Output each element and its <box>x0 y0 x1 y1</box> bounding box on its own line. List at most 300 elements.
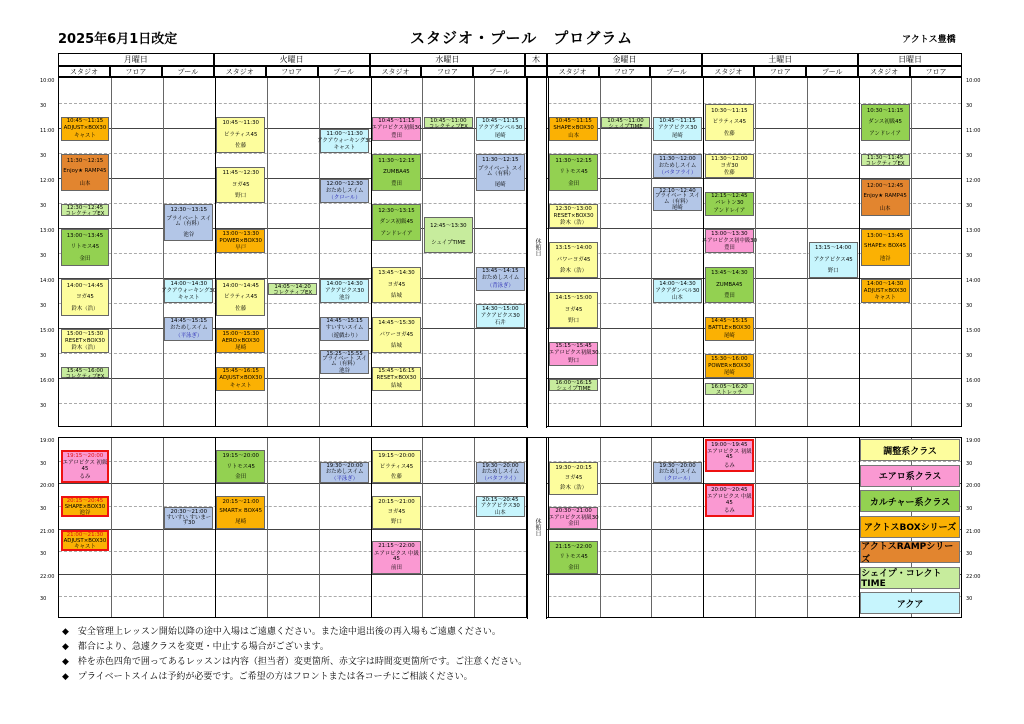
legend-item: アクトスRAMPシリーズ <box>860 541 960 563</box>
time-gridline <box>59 353 961 354</box>
class-instructor: 尾崎 <box>494 132 506 139</box>
class-block[interactable] <box>705 317 754 341</box>
time-label-right: 11:00 <box>966 128 981 134</box>
column-divider <box>267 78 268 426</box>
class-instructor: 鈴木（浩） <box>560 485 588 492</box>
class-block[interactable] <box>216 496 265 529</box>
class-time: 11:30～12:15 <box>378 157 415 164</box>
class-block[interactable] <box>476 462 525 484</box>
class-time: 14:00～14:30 <box>659 280 696 287</box>
class-instructor: 池谷 <box>79 509 91 516</box>
column-divider <box>111 438 112 617</box>
class-block[interactable] <box>549 507 598 529</box>
class-name: ヨガ45 <box>564 306 583 313</box>
class-block[interactable] <box>476 496 525 518</box>
class-name: RESET×BOX30 <box>376 375 417 382</box>
class-time: 15:45～16:15 <box>378 368 415 375</box>
class-block[interactable] <box>216 367 265 391</box>
column-divider <box>163 78 164 426</box>
class-block[interactable] <box>320 179 369 203</box>
class-time: 10:45～11:00 <box>607 117 644 124</box>
class-name: ヨガ30 <box>720 162 739 169</box>
class-instructor: 鈴木（浩） <box>560 220 588 227</box>
class-name: アクアビクス45 <box>813 256 853 263</box>
class-name: POWER×BOX30 <box>708 362 751 369</box>
class-time: 15:45～16:15 <box>222 368 259 375</box>
class-name: ADJUST×BOX30 <box>63 125 107 132</box>
class-block[interactable] <box>549 154 598 191</box>
class-block[interactable] <box>61 229 110 266</box>
time-gridline <box>59 596 961 597</box>
class-name: リトモス45 <box>559 169 588 176</box>
class-instructor: 豊田 <box>723 245 735 252</box>
time-label-right: 12:00 <box>966 178 981 184</box>
time-label-right: 13:00 <box>966 228 981 234</box>
time-label-left: 30 <box>40 403 47 409</box>
time-label-left: 19:00 <box>40 438 55 444</box>
column-header: フロア <box>421 66 473 77</box>
class-block[interactable] <box>861 154 910 166</box>
class-instructor: アンドレイア <box>380 230 413 237</box>
class-name: ADJUST×BOX30 <box>219 375 263 382</box>
class-block[interactable] <box>216 329 265 353</box>
class-block[interactable] <box>653 187 702 211</box>
column-divider <box>600 438 601 617</box>
class-block[interactable] <box>549 342 598 366</box>
class-block[interactable] <box>476 304 525 328</box>
class-name: プライベート スイム（有料） <box>166 215 212 228</box>
daytime-schedule-grid <box>58 77 962 427</box>
class-block[interactable] <box>424 117 473 129</box>
class-name: ピラティス45 <box>224 131 258 138</box>
class-name: ヨガ45 <box>76 294 94 301</box>
class-block[interactable] <box>549 117 598 141</box>
class-block[interactable] <box>549 242 598 279</box>
class-time: 14:05～14:20 <box>274 284 311 291</box>
class-name: リトモス45 <box>226 463 255 470</box>
class-name: ZUMBA45 <box>383 169 410 176</box>
day-header: 火曜日 <box>214 53 370 66</box>
class-block[interactable] <box>61 154 110 191</box>
class-name: おためしスイム <box>658 162 697 169</box>
time-label-left: 11:00 <box>40 128 55 134</box>
column-header: フロア <box>110 66 162 77</box>
class-name: パワーヨガ45 <box>379 331 414 338</box>
class-instructor: るみ <box>79 474 91 481</box>
class-name: アクアウォーキング30 <box>317 137 372 144</box>
class-instructor: 山本 <box>568 132 579 139</box>
class-name: プライベート スイム（有料） <box>478 165 523 178</box>
class-block[interactable] <box>549 462 598 495</box>
class-time: 10:45～11:15 <box>66 118 104 125</box>
class-block[interactable] <box>705 484 754 517</box>
time-label-left: 30 <box>40 103 47 109</box>
class-time: 12:30～12:45 <box>66 205 104 211</box>
time-label-left: 10:00 <box>40 78 55 84</box>
class-time: 13:15～14:00 <box>814 245 852 252</box>
column-header: プール <box>650 66 702 77</box>
time-label-left: 30 <box>40 505 47 512</box>
class-block[interactable] <box>372 154 421 191</box>
class-name: ヨガ45 <box>231 181 250 188</box>
class-time: 19:15～20:00 <box>66 453 104 460</box>
class-block[interactable] <box>320 317 369 341</box>
class-time: 15:25～15:55 <box>326 350 363 357</box>
class-block[interactable] <box>476 117 525 141</box>
class-time: 14:45～15:15 <box>170 318 208 325</box>
class-block[interactable] <box>861 179 910 216</box>
class-instructor: 鈴木（浩） <box>71 345 99 352</box>
class-block[interactable] <box>653 154 702 178</box>
class-block[interactable] <box>705 154 754 178</box>
time-label-right: 30 <box>966 253 973 259</box>
class-time: 13:15～14:00 <box>555 245 592 252</box>
class-time: 10:45～11:15 <box>378 118 415 125</box>
class-time: 14:00～14:45 <box>66 282 104 289</box>
class-instructor: 佐藤 <box>235 143 247 150</box>
class-name: おためしスイム <box>169 325 208 332</box>
class-block[interactable] <box>317 129 372 153</box>
column-divider <box>267 438 268 617</box>
class-time: 14:00～14:30 <box>326 280 363 287</box>
class-block[interactable] <box>164 317 213 341</box>
class-name: プライベート スイム（有料） <box>322 355 367 368</box>
time-label-left: 22:00 <box>40 573 55 580</box>
class-time: 13:00～13:30 <box>222 230 259 237</box>
class-block[interactable] <box>424 217 473 254</box>
class-name: エアロビクス初級30 <box>548 514 599 521</box>
time-gridline <box>59 378 961 379</box>
class-instructor: 尾崎 <box>235 345 247 352</box>
class-block[interactable] <box>320 462 369 484</box>
time-label-left: 14:00 <box>40 278 55 284</box>
class-time: 12:30～13:00 <box>555 205 592 212</box>
evening-schedule-grid <box>58 437 962 618</box>
class-block[interactable] <box>61 367 110 379</box>
class-name: SMART× BOX45 <box>219 508 263 515</box>
time-gridline <box>59 574 961 575</box>
class-instructor: 鈴木（浩） <box>560 268 588 275</box>
class-name: エアロビクス初級30 <box>371 125 422 132</box>
class-block[interactable] <box>164 507 213 529</box>
class-time: 16:00～16:15 <box>555 380 592 386</box>
column-header: スタジオ <box>370 66 422 77</box>
class-name: おためしスイム <box>325 187 364 194</box>
class-instructor: 佐藤 <box>391 474 402 481</box>
class-block[interactable] <box>601 117 650 129</box>
class-time: 13:45～14:15 <box>482 268 519 275</box>
class-block[interactable] <box>476 154 525 191</box>
time-label-left: 13:00 <box>40 228 55 234</box>
column-header: フロア <box>599 66 651 77</box>
class-block[interactable] <box>372 317 421 354</box>
class-block[interactable] <box>549 292 598 329</box>
column-header: スタジオ <box>702 66 754 77</box>
class-time: 12:30～13:15 <box>170 206 208 213</box>
class-time: 13:00～13:45 <box>866 232 904 239</box>
class-time: 20:30～21:00 <box>170 508 208 515</box>
time-label-right: 22:00 <box>966 573 981 580</box>
class-instructor: アンドレイア <box>869 130 901 137</box>
time-label-left: 30 <box>40 353 47 359</box>
class-block[interactable] <box>61 329 110 353</box>
day-header: 金曜日 <box>547 53 703 66</box>
class-instructor: （バタフライ） <box>481 475 520 482</box>
class-block[interactable] <box>61 496 110 518</box>
class-name: ダンス初級45 <box>379 219 414 226</box>
column-header: プール <box>162 66 214 77</box>
class-name: エアロビクス初級30 <box>548 350 599 357</box>
class-block[interactable] <box>372 541 421 574</box>
class-time: 10:45～11:15 <box>555 118 592 125</box>
class-time: 20:15～21:00 <box>222 498 259 505</box>
class-instructor: （バタフライ） <box>658 170 697 177</box>
class-time: 14:00～14:45 <box>222 282 259 289</box>
legend-item: エアロ系クラス <box>860 465 960 487</box>
class-time: 14:45～15:30 <box>378 320 415 327</box>
class-block[interactable] <box>216 117 265 154</box>
class-block[interactable] <box>320 279 369 303</box>
class-time: 19:15～20:00 <box>378 453 415 460</box>
class-time: 21:15～22:00 <box>378 543 415 550</box>
class-name: パワーヨガ45 <box>556 256 591 263</box>
time-label-left: 12:00 <box>40 178 55 184</box>
class-time: 11:30～12:00 <box>659 155 696 162</box>
legend-item: シェイプ・コレクトTIME <box>860 567 960 589</box>
time-gridline <box>59 529 961 530</box>
time-gridline <box>59 483 961 484</box>
class-name: RESET×BOX30 <box>65 337 105 344</box>
class-name: アクアダンベル30 <box>655 287 700 294</box>
closed-day-label: 休館日 <box>533 238 541 256</box>
time-label-right: 30 <box>966 460 973 467</box>
class-block[interactable] <box>61 117 110 141</box>
column-divider <box>422 438 423 617</box>
class-name: シェイプTIME <box>608 123 643 130</box>
class-instructor: 前田 <box>391 565 402 572</box>
class-time: 11:00～11:30 <box>326 130 363 137</box>
column-header-blank <box>525 66 546 77</box>
class-instructor: 池谷 <box>183 231 195 238</box>
class-block[interactable] <box>549 379 598 391</box>
class-block[interactable] <box>61 530 110 552</box>
class-name: エアロビクス 初級45 <box>62 460 108 472</box>
class-time: 20:15～20:45 <box>66 497 104 504</box>
class-instructor: 尾崎 <box>672 132 683 139</box>
class-block[interactable] <box>861 229 910 266</box>
time-label-left: 30 <box>40 153 47 159</box>
class-block[interactable] <box>705 267 754 304</box>
class-block[interactable] <box>372 267 421 304</box>
column-divider <box>755 78 756 426</box>
class-block[interactable] <box>372 117 421 141</box>
class-time: 15:30～16:00 <box>711 355 748 362</box>
class-instructor: 尾崎 <box>494 181 506 188</box>
time-label-right: 19:00 <box>966 438 981 444</box>
column-header: フロア <box>910 66 962 77</box>
class-time: 20:30～21:00 <box>555 508 592 515</box>
class-name: リトモス45 <box>70 244 100 251</box>
class-block[interactable] <box>653 117 702 141</box>
column-header: プール <box>318 66 370 77</box>
class-block[interactable] <box>372 204 421 241</box>
class-instructor: キャスト <box>177 295 200 302</box>
time-gridline <box>59 551 961 552</box>
time-label-right: 20:00 <box>966 483 981 490</box>
class-name: ZUMBA45 <box>716 281 743 288</box>
day-header: 水曜日 <box>370 53 526 66</box>
class-name: SHAPE×BOX30 <box>553 125 594 132</box>
class-block[interactable] <box>372 496 421 529</box>
class-block[interactable] <box>372 450 421 483</box>
class-block[interactable] <box>705 439 754 472</box>
class-block[interactable] <box>705 192 754 216</box>
column-header: スタジオ <box>547 66 599 77</box>
class-time: 10:45～11:15 <box>482 118 519 125</box>
class-block[interactable] <box>701 229 758 253</box>
class-block[interactable] <box>809 242 858 279</box>
class-name: バレトン30 <box>715 200 744 207</box>
class-name: アクアダンベル30 <box>478 125 523 132</box>
class-instructor: 豊田 <box>391 132 402 139</box>
class-name: エアロビクス 中級45 <box>706 494 752 506</box>
class-instructor: るみ <box>723 508 735 515</box>
class-instructor: 野口 <box>391 519 402 526</box>
class-instructor: 豊田 <box>723 293 735 300</box>
class-time: 12:30～13:15 <box>378 207 415 214</box>
class-time: 11:30～11:45 <box>866 155 904 161</box>
class-block[interactable] <box>705 104 754 141</box>
class-block[interactable] <box>705 383 754 395</box>
class-name: コレクティブEX <box>65 211 105 217</box>
column-header: スタジオ <box>58 66 110 77</box>
time-label-right: 21:00 <box>966 528 981 535</box>
class-instructor: 山本 <box>672 295 683 302</box>
column-divider <box>911 78 912 426</box>
class-block[interactable] <box>861 104 910 141</box>
class-name: AERO×BOX30 <box>221 337 260 344</box>
class-instructor: 山本 <box>879 205 891 212</box>
class-name: アクアビクス30 <box>480 503 520 510</box>
class-instructor: キャスト <box>229 382 252 389</box>
class-time: 10:45～11:00 <box>430 117 467 124</box>
class-block[interactable] <box>653 462 702 484</box>
class-name: ヨガ45 <box>387 509 406 516</box>
class-instructor: 池谷 <box>879 255 891 262</box>
class-name: ヨガ45 <box>387 281 406 288</box>
class-time: 15:00～15:30 <box>222 330 259 337</box>
class-time: 20:15～20:45 <box>482 496 519 503</box>
time-label-left: 30 <box>40 596 47 603</box>
class-name: ADJUST×BOX30 <box>863 287 907 294</box>
class-instructor: 金田 <box>79 255 91 262</box>
notice-line: ◆ プライベートスイムは予約が必要です。ご希望の方はフロントまたは各コーチにご相談ください。 <box>62 672 473 682</box>
time-label-right: 30 <box>966 303 973 309</box>
class-time: 15:00～15:30 <box>66 330 104 337</box>
class-name: コレクティブEX <box>273 290 313 297</box>
class-block[interactable] <box>216 167 265 204</box>
class-instructor: 山本 <box>494 509 506 516</box>
class-block[interactable] <box>268 283 317 295</box>
time-label-right: 30 <box>966 103 973 109</box>
class-block[interactable] <box>549 541 598 574</box>
class-block[interactable] <box>216 229 265 253</box>
class-block[interactable] <box>705 354 754 378</box>
column-divider <box>755 438 756 617</box>
class-time: 11:30～12:15 <box>555 157 592 164</box>
class-time: 13:00～13:45 <box>66 232 104 239</box>
time-label-left: 21:00 <box>40 528 55 535</box>
column-header: プール <box>806 66 858 77</box>
class-block[interactable] <box>164 204 213 241</box>
class-instructor: 結城 <box>391 382 402 389</box>
class-time: 10:30～11:15 <box>866 107 904 114</box>
class-instructor: 尾崎 <box>723 332 735 339</box>
class-time: 14:45～15:15 <box>711 318 748 325</box>
time-label-right: 30 <box>966 153 973 159</box>
class-name: すいすい すいまーず30 <box>166 514 212 527</box>
time-label-left: 30 <box>40 551 47 558</box>
class-instructor: アンドレイア <box>713 207 746 214</box>
class-instructor: 野口 <box>235 193 247 200</box>
time-label-left: 16:00 <box>40 378 55 384</box>
class-block[interactable] <box>61 450 110 483</box>
time-label-right: 30 <box>966 596 973 603</box>
column-header: スタジオ <box>214 66 266 77</box>
class-name: アクアビクス30 <box>480 312 520 319</box>
class-name: シェイプTIME <box>556 386 591 392</box>
class-name: コレクティブEX <box>865 161 905 167</box>
time-gridline <box>59 103 961 104</box>
class-block[interactable] <box>61 279 110 316</box>
column-divider <box>807 438 808 617</box>
class-instructor: 尾崎 <box>235 519 247 526</box>
class-instructor: 結城 <box>391 343 402 350</box>
class-instructor: 池谷 <box>339 367 350 374</box>
revision-date: 2025年6月1日改定 <box>58 32 178 47</box>
legend-item: カルチャー系クラス <box>860 490 960 512</box>
class-instructor: キャスト <box>74 132 96 139</box>
time-label-left: 30 <box>40 303 47 309</box>
class-time: 10:45～11:15 <box>659 118 696 125</box>
column-divider <box>111 78 112 426</box>
class-time: 19:30～20:00 <box>326 462 363 469</box>
class-name: シェイプTIME <box>431 240 466 247</box>
class-instructor: （平泳ぎ） <box>331 475 359 482</box>
class-block[interactable] <box>216 450 265 483</box>
class-block[interactable] <box>476 267 525 291</box>
time-gridline <box>59 403 961 404</box>
class-instructor: キャスト <box>74 543 96 550</box>
class-block[interactable] <box>861 279 910 303</box>
legend-item: 調整系クラス <box>860 439 960 461</box>
class-name: エアロビクス初中級30 <box>701 237 758 244</box>
class-block[interactable] <box>653 279 702 303</box>
class-block[interactable] <box>216 279 265 316</box>
class-instructor: 佐藤 <box>235 305 247 312</box>
class-block[interactable] <box>61 204 110 216</box>
class-block[interactable] <box>320 350 369 374</box>
class-name: Enjoy★ RAMP45 <box>863 193 907 200</box>
class-block[interactable] <box>372 367 421 391</box>
class-block[interactable] <box>161 279 217 303</box>
class-time: 19:30～20:00 <box>482 462 519 469</box>
class-instructor: 佐藤 <box>723 130 735 137</box>
class-name: プライベート スイム（有料） <box>655 193 700 205</box>
class-name: エアロビクス 中級45 <box>374 550 419 563</box>
class-block[interactable] <box>549 204 598 228</box>
class-time: 14:30～15:00 <box>482 305 519 312</box>
